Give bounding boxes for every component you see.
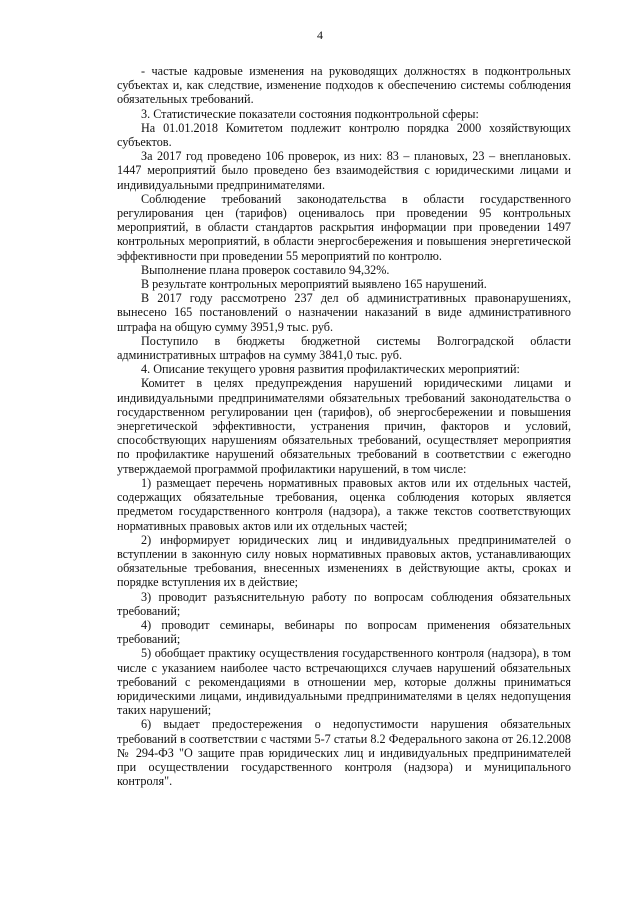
list-item-3: 3) проводит разъяснительную работу по вопросам соблюдения обязательных требований; bbox=[117, 589, 571, 618]
paragraph-subjects-count: На 01.01.2018 Комитетом подлежит контролю порядка 2000 хозяйствующих субъектов. bbox=[117, 120, 571, 150]
document-body bbox=[117, 64, 571, 788]
list-item-4: 4) проводит семинары, вебинары по вопросам применения обязательных требований; bbox=[117, 617, 571, 647]
heading-statistics: 3. Статистические показатели состояния подконтрольной сферы: bbox=[141, 106, 479, 121]
paragraph-fines-received: Поступило в бюджеты бюджетной системы Волгоградской области административных штрафов на сумму 3841,0 тыс. руб. bbox=[117, 333, 571, 363]
list-item-1: 1) размещает перечень нормативных правовых актов или их отдельных частей, содержащих обязательные требования, оценка соблюдения которых является предметом государственного контроля (надзора), а также текстов соответствующих нормативных правовых актов или их отдельных частей; bbox=[117, 475, 571, 533]
list-item-2: 2) информирует юридических лиц и индивидуальных предпринимателей о вступлении в законную силу новых нормативных правовых актов, устанавливающих обязательные требования, внесенных изменениях в действующие акты, сроках и порядке вступления их в действие; bbox=[117, 532, 571, 590]
paragraph-inspections: За 2017 год проведено 106 проверок, из них: 83 – плановых, 23 – внеплановых. 1447 мероприятий было проведено без взаимодействия с юридическими лицами и индивидуальными предпринимателями. bbox=[117, 149, 571, 192]
page-number: 4 bbox=[317, 28, 323, 42]
paragraph-staff-changes: - частые кадровые изменения на руководящих должностях в подконтрольных субъектах и, как следствие, изменение подходов к обеспечению системы соблюдения обязательных требований. bbox=[117, 64, 571, 107]
list-item-6: 6) выдает предостережения о недопустимости нарушения обязательных требований в соответствии с частями 5-7 статьи 8.2 Федерального закона от 26.12.2008 № 294-ФЗ "О защите прав юридических лиц и индивидуальных предпринимателей при осуществлении государственного контроля (надзора) и муниципального контроля". bbox=[117, 717, 571, 789]
paragraph-compliance-areas: Соблюдение требований законодательства в области государственного регулирования цен (тарифов) оценивалось при проведении 95 контрольных мероприятий, в области стандартов раскрытия информации при проведении 1497 контрольных мероприятий, в области энергосбережения и повышения энергетической эффективности при проведении 55 мероприятий по контролю. bbox=[117, 191, 571, 263]
list-item-5: 5) обобщает практику осуществления государственного контроля (надзора), в том числе с указанием наиболее часто встречающихся случаев нарушений обязательных требований с рекомендациями в отношении мер, которые должны приниматься юридическими лицами, индивидуальными предпринимателями в целях недопущения таких нарушений; bbox=[117, 646, 571, 718]
paragraph-violations: В результате контрольных мероприятий выявлено 165 нарушений. bbox=[141, 277, 487, 292]
paragraph-administrative-cases: В 2017 году рассмотрено 237 дел об административных правонарушениях, вынесено 165 постановлений о назначении наказаний в виде административного штрафа на общую сумму 3951,9 тыс. руб. bbox=[117, 291, 571, 334]
heading-prevention: 4. Описание текущего уровня развития профилактических мероприятий: bbox=[141, 362, 520, 377]
paragraph-committee-measures: Комитет в целях предупреждения нарушений юридическими лицами и индивидуальными предпринимателями обязательных требований законодательства о государственном регулировании цен (тарифов), об энергосбережении и повышения энергетической эффективности, устранения причин, факторов и условий, способствующих нарушениям обязательных требований, осуществляет мероприятия по профилактике нарушений обязательных требований в соответствии с ежегодно утверждаемой программой профилактики нарушений, в том числе: bbox=[117, 376, 571, 476]
paragraph-plan-completion: Выполнение плана проверок составило 94,32%. bbox=[141, 262, 390, 277]
